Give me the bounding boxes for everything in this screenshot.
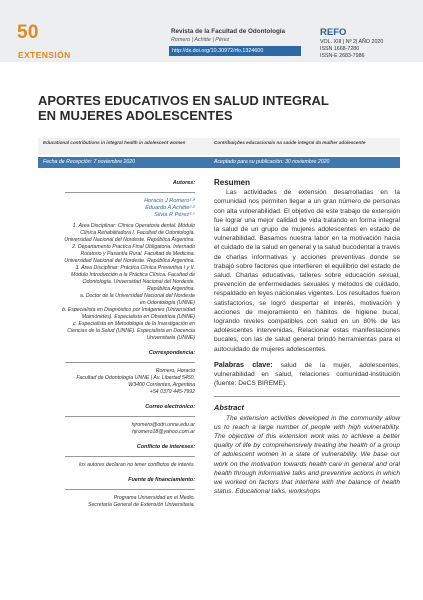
divider bbox=[65, 192, 195, 193]
issn-e: ISSN-E 2683-7986 bbox=[320, 53, 365, 59]
email-address[interactable]: hjromero18@yahoo.com.ar bbox=[132, 429, 195, 435]
author-name: Horacio J Romero¹·ª bbox=[144, 198, 195, 204]
affiliation-line: Universidad Nacional del Nordeste. República Argentina. bbox=[64, 258, 195, 264]
affiliation-line: Universidad Nacional del Nordeste. República Argentina. bbox=[64, 237, 195, 243]
article-title-line-2: EN MUJERES ADOLESCENTES bbox=[38, 108, 233, 123]
article-title bbox=[38, 93, 398, 123]
correspondence-line: +54 0379 445-7992 bbox=[149, 389, 195, 395]
affiliation-line: Ciencias de la Salud (UNNE). Especialista en Docencia bbox=[67, 328, 195, 334]
doi-link[interactable]: http://dx.doi.org/10.30972/rfo.1324600 bbox=[169, 46, 301, 56]
affiliation-line: c. Especialista en Metodología de la Investigación en bbox=[73, 321, 195, 327]
correspondence-line: Romero, Horacio bbox=[155, 368, 195, 374]
email-address[interactable]: hjromero@odn.unne.edu.ar bbox=[131, 422, 195, 428]
funding-heading: Fuente de financiamiento: bbox=[128, 477, 195, 483]
email-heading: Correo electrónico: bbox=[145, 404, 195, 410]
funding-line: Programa Universidad en el Medio. bbox=[113, 495, 195, 501]
keywords bbox=[214, 360, 400, 389]
received-date: Fecha de Recepción: 7 noviembre 2020 bbox=[43, 159, 135, 165]
journal-name: Revista de la Facultad de Odontología bbox=[171, 28, 286, 35]
authors-heading: Autores: bbox=[172, 180, 195, 186]
conflict-heading: Conflicto de intereses: bbox=[136, 444, 195, 450]
author-name: Silvia R Pérez³·ᶜ bbox=[154, 212, 195, 218]
metadata-column bbox=[38, 180, 195, 509]
issn: ISSN 1668-7280 bbox=[320, 46, 360, 52]
abstract-column bbox=[214, 178, 400, 497]
page-number: 50 bbox=[17, 22, 39, 43]
journal-authors: Romero | Achitte | Pérez bbox=[171, 37, 230, 43]
divider bbox=[65, 456, 195, 457]
affiliation-line: Rotatorio y Pasantía Rural. Facultad de Medicina. bbox=[80, 251, 195, 257]
divider bbox=[65, 362, 195, 363]
affiliation-line: Maimónides). Especialista en Obstetricia (UNNE) bbox=[81, 314, 195, 320]
journal-logo-text: REFO bbox=[320, 27, 347, 38]
funding-line: Secretaría General de Extensión Universitaria. bbox=[88, 502, 195, 508]
keywords-label: Palabras clave: bbox=[214, 359, 273, 369]
affiliation-line: a. Doctor de la Universidad Nacional del Nordeste bbox=[79, 293, 195, 299]
article-title-line-1: APORTES EDUCATIVOS EN SALUD INTEGRAL bbox=[38, 93, 329, 108]
affiliation-line: 2. Departamento Practica Final Obligatoria. Internado bbox=[72, 244, 195, 250]
correspondence-line: W3400 Corrientes, Argentina bbox=[128, 382, 195, 388]
abstract-text: The extension activities developed in the community allow us to reach a large number of people with high vulnerability. The objective of this extension work was to achieve a better quality of life by comprehensively treating the health of a group of adolescent women in a state of vulnerability. We base our work on the motivation towards health care in general and oral health through informative talks and preventive actions in which we worked on factors that interfere with the balance of health status. Educational talks, workshops bbox=[214, 414, 400, 496]
divider bbox=[214, 396, 400, 397]
affiliation-line: 1. Área Disciplinar: Clínica Operatoria dental. Módulo bbox=[72, 223, 195, 229]
affiliation-line: República Argentina. bbox=[147, 286, 195, 292]
english-title: Educational contributions in integral health in adolescent women bbox=[43, 140, 186, 145]
author-name: Eduardo A Achitte²·ᵇ bbox=[145, 205, 195, 211]
abstract-heading: Abstract bbox=[214, 403, 244, 413]
resumen-text: Las actividades de extensión desarrolladas en la comunidad nos permiten llegar a un gran número de personas con alta vulnerabilidad. El objetivo de este trabajo de extensión fue lograr una mejor calidad de vida tratando en forma integral la salud de un grupo de mujeres adolescentes en estado de vulnerabilidad. Basamos nuestra labor en la motivación hacia el cuidado de la salud en general y la salud bucodental a través de charlas informativas y acciones preventivas donde se trabajó sobre factores que interfieren el equilibrio del estado de salud. Charlas educativas, talleres sobre educación sexual, prevención de enfermedades sexuales y métodos de cuidado, respaldado en leyes nacionales vigentes. Los resultados fueron satisfactorios, se logró despertar el interés, motivación y acciones de mejoramiento en hábitos de higiene bucal, logrando niveles compatibles con salud en un 80% de las adolescentes intervenidas. Relacionar estas manifestaciones bucales, con las de salud general brindó herramientas para el autocuidado de mujeres adolescentes. bbox=[214, 189, 400, 353]
volume-info: VOL. XIII | Nº 2| AÑO 2020 bbox=[320, 39, 384, 45]
affiliation-line: b. Especialista en Diagnóstico por Imágenes (Universidad bbox=[62, 307, 195, 313]
portuguese-title: Contribuições educacionais na saúde integral da mulher adolescente bbox=[214, 140, 366, 145]
divider bbox=[65, 489, 195, 490]
affiliation-line: en Odontología (UNNE) bbox=[139, 300, 195, 306]
conflict-text: los autores declaran no tener conflictos de interés. bbox=[79, 462, 195, 468]
affiliation-line: Universitaria (UNNE) bbox=[146, 335, 195, 341]
resumen-heading: Resumen bbox=[214, 178, 251, 187]
accepted-date: Aceptado para su publicación: 30 noviembre 2020 bbox=[214, 159, 330, 165]
keywords-text: salud de la mujer, adolescentes, vulnerabilidad en salud, relaciones comunidad-institución (fuente: DeCS BIREME). bbox=[214, 361, 400, 388]
affiliation-line: Módulo Introducción a la Práctica Clínica. Facultad de bbox=[71, 272, 195, 278]
correspondence-line: Facultad de Odontología UNNE | Av. Libertad 5450, bbox=[76, 375, 195, 381]
affiliation-line: 3. Área Disciplinar: Práctica Clínica Preventiva I y II. bbox=[75, 265, 195, 271]
affiliation-line: Odontología. Universidad Nacional del Nordeste. bbox=[82, 279, 195, 285]
correspondence-heading: Correspondencia: bbox=[148, 350, 195, 356]
affiliation-line: Clínica Rehabilitadora I. Facultad de Odontología. bbox=[80, 230, 195, 236]
section-label: EXTENSIÓN bbox=[18, 50, 71, 60]
divider bbox=[65, 416, 195, 417]
